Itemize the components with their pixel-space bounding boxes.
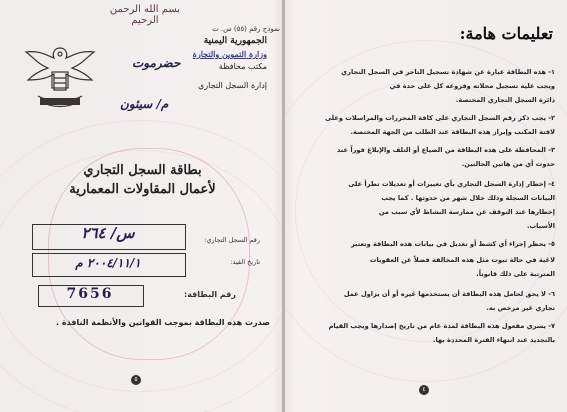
instruction-line: دائرة السجل التجاري المختصة. [455, 96, 555, 104]
instruction-line: بالتجديد عند انتهاء الفترة المحددة بها. [432, 336, 555, 344]
card-title-line1: بطاقة السجل التجاري [83, 163, 202, 178]
instruction-line: ٢- يجب ذكر رقم السجل التجاري على كافة المحررات والمراسلات وعلى [325, 114, 555, 122]
office-header: مكتب محافظة [218, 62, 267, 71]
instruction-line: تجاري غير مرخص به. [486, 304, 555, 312]
instruction-line: إخطارها عند التوقف عن ممارسة النشاط لأي سبب من [378, 208, 555, 216]
instruction-line: ويجب عليه تسجيل محلاته وفروعه كل على حدة في [389, 82, 555, 90]
instruction-line: البيانات السجلة وذلك خلال شهر من حدوثها . كما يجب [381, 194, 555, 202]
issuance-note: صدرت هذه البطاقة بموجب القوانين والأنظمة النافذة . [56, 318, 270, 327]
page-number: ٥ [131, 375, 141, 385]
registry-number-label: رقم السجل التجاري: [204, 236, 260, 244]
instruction-line: ٣- المحافظة على هذه البطاقة من الضياع أو التلف والإبلاغ فوراً عند [337, 146, 555, 154]
handwritten-name: م/ سيئون [120, 97, 169, 111]
ministry-header: وزارة التموين والتجارة [192, 49, 267, 59]
left-page [0, 0, 283, 412]
right-page [285, 0, 567, 412]
instruction-line: لافتة المكتب وإبراز هذه البطاقة عند الطلب من الجهة المختصة. [350, 128, 555, 136]
eagle-emblem-icon [18, 38, 102, 112]
registry-header: إدارة السجل التجاري [198, 81, 267, 90]
instruction-line: لاغية في حالة ثبوت مثل هذه المخالفة فضلاً عن العقوبات [369, 256, 555, 264]
instruction-line: ١- هذه البطاقة عبارة عن شهادة تسجيل التاجر في السجل التجاري [341, 68, 555, 76]
basmala: بسم الله الرحمن الرحيم [109, 4, 181, 26]
instruction-line: ٥- يحظر إجراء أي كشط أو تعديل في بيانات هذه البطاقة وتعتبر [350, 240, 555, 248]
page-number: ٤ [419, 385, 429, 395]
instruction-line: المترتبة على ذلك قانوناً. [476, 270, 555, 278]
registration-date-label: تاريخ القيد: [230, 258, 260, 266]
instruction-line: ٧- يسري مفعول هذه البطاقة لمدة عام من تاريخ إصدارها ويجب القيام [328, 322, 555, 330]
republic-header: الجمهورية اليمنية [203, 36, 267, 46]
instruction-line: حدوث أي من هاتين الحالتين. [461, 160, 555, 168]
instructions-title: تعليمات هامة: [459, 24, 553, 43]
card-title-line2: لأعمال المقاولات المعمارية [69, 182, 216, 197]
card-number-value: 7656 [66, 286, 114, 302]
card-number-label: رقم البطاقة: [184, 290, 236, 299]
registration-date-value: ٢٠٠٤/١١/١ م [75, 256, 141, 270]
registry-number-value: س/ ٢٦٤ [81, 224, 135, 242]
instruction-line: ٦- لا يحق لحامل هذه البطاقة أن يستخدمها غيره أو أن يزاول عمل [343, 290, 555, 298]
form-number: نموذج رقم (٥٥) س. ت [212, 25, 280, 33]
instruction-line: ٤- إخطار إدارة السجل التجاري بأي تغييرات أو تعديلات تطرأ على [348, 180, 555, 188]
instruction-line: الأسباب. [527, 222, 555, 230]
handwritten-governorate: حضرموت [132, 56, 181, 70]
